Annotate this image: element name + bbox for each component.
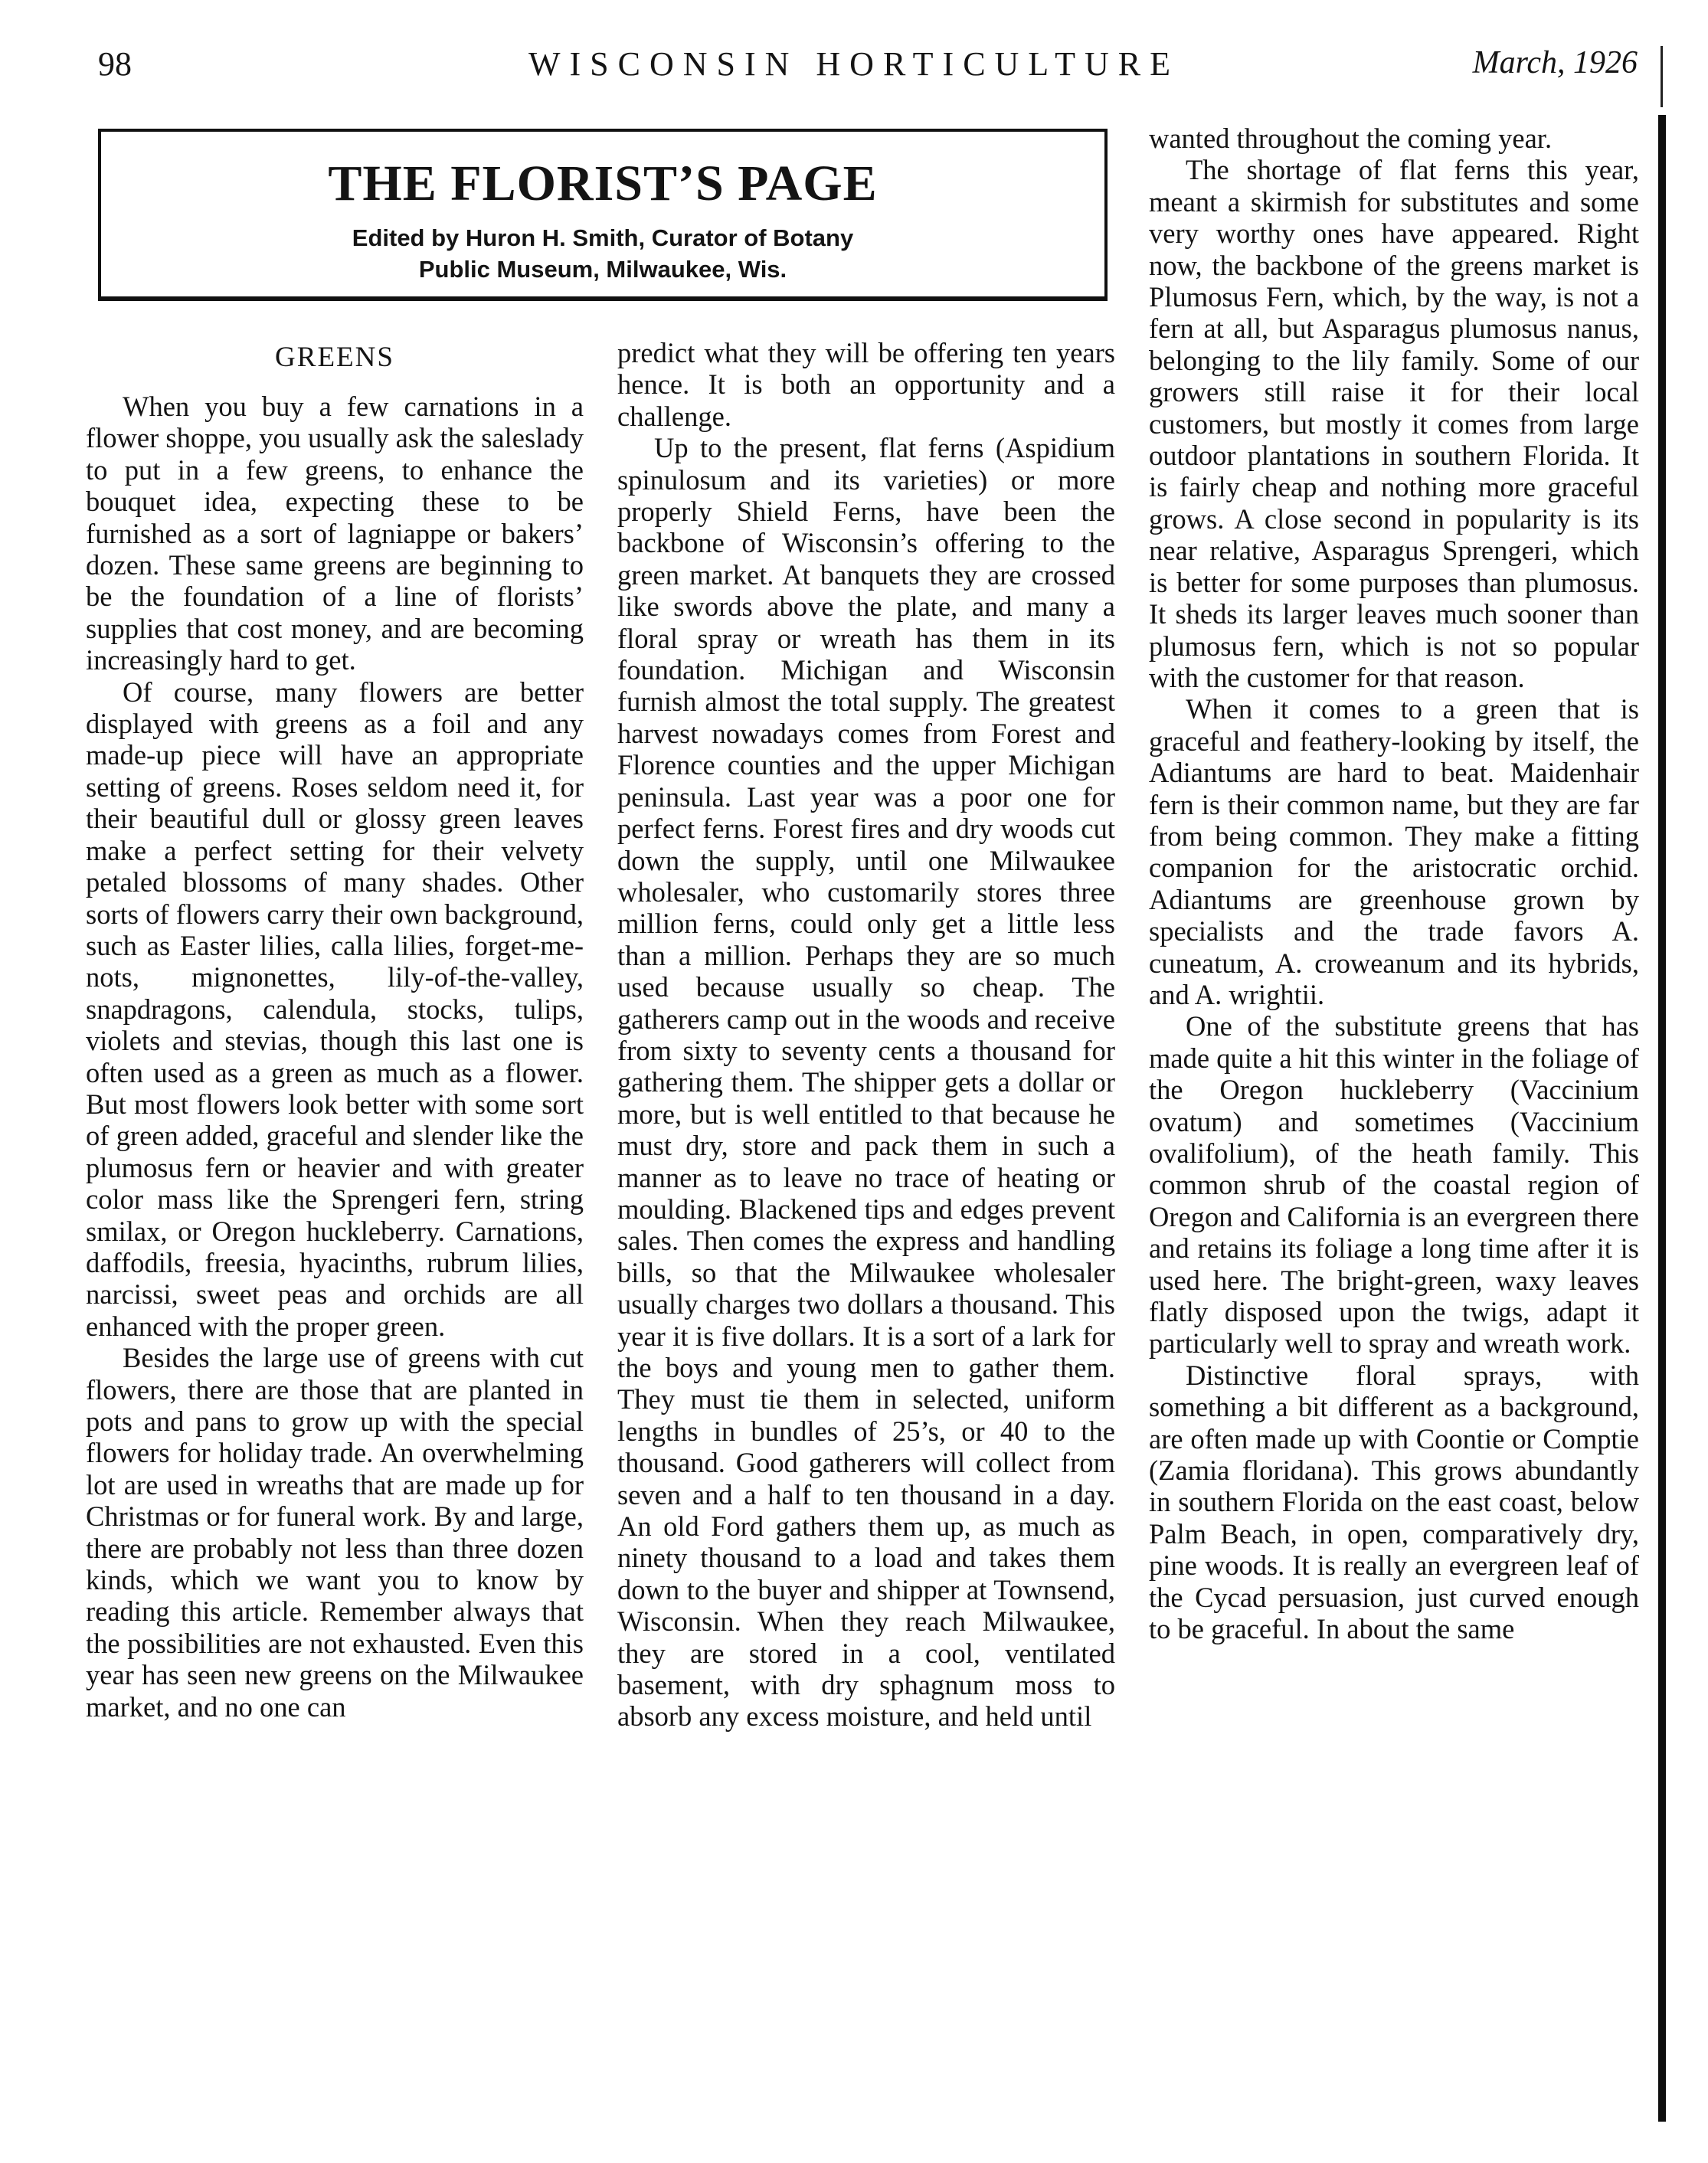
paragraph: One of the substitute greens that has made quite a hit this winter in the foliage of the Oregon huckleberry (Vaccinium ovatum) and sometimes (Vaccinium ovalifolium), of the heath family. This common shrub of the coastal region of Oregon and California is an evergreen there and retains its foliage a long time after it is used here. The bright-green, waxy leaves flatly disposed upon the twigs, adapt it particularly well to spray and wreath work. [1149, 1010, 1639, 1360]
margin-rule [1661, 46, 1663, 107]
editor-credit [101, 222, 1104, 285]
column-2 [617, 337, 1115, 1733]
paragraph: Of course, many flowers are better displayed with greens as a foil and any made-up piece will have an appropriate setting of greens. Roses seldom need it, for their beautiful dull or glossy green leaves make a perfect setting for their velvety petaled blossoms of many shades. Other sorts of flowers carry their own background, such as Easter lilies, calla lilies, forget-me-nots, mignonettes, lily-of-the-valley, snapdragons, calendula, stocks, tulips, violets and stevias, though this last one is often used as a green as much as a flower. But most flowers look better with some sort of green added, graceful and slender like the plumosus fern or heavier and with greater color mass like the Sprengeri fern, string smilax, or Oregon huckleberry. Carnations, daffodils, freesia, hyacinths, rubrum lilies, narcissi, sweet peas and orchids are all enhanced with the proper green. [86, 676, 584, 1342]
paragraph: Distinctive floral sprays, with something a bit different as a background, are often made up with Coontie or Comptie (Zamia floridana). This grows abundantly in southern Florida on the east coast, below Palm Beach, in open, comparatively dry, pine woods. It is really an evergreen leaf of the Cycad persuasion, just curved enough to be graceful. In about the same [1149, 1359, 1639, 1645]
page-title: THE FLORIST’S PAGE [328, 155, 878, 211]
paragraph: When it comes to a green that is graceful and feathery-looking by itself, the Adiantums are hard to beat. Maidenhair fern is their common name, but they are far from being common. They make a fitting companion for the aristocratic orchid. Adiantums are greenhouse grown by specialists and the trade favors A. cuneatum, A. croweanum and its hybrids, and A. wrightii. [1149, 693, 1639, 1010]
page-number: 98 [98, 45, 132, 83]
paragraph: The shortage of flat ferns this year, meant a skirmish for substitutes and some very worthy ones have appeared. Right now, the backbone of the greens market is Plumosus Fern, which, by the way, is not a fern at all, but Asparagus plumosus nanus, belonging to the lily family. Some of our growers still raise it for their local customers, but mostly it comes from large outdoor plantations in southern Florida. It is fairly cheap and nothing more graceful grows. A close second in popularity is its near relative, Asparagus Sprengeri, which is better for some purposes than plumosus. It sheds its larger leaves much sooner than plumosus fern, which is not so popular with the customer for that reason. [1149, 154, 1639, 693]
column-1 [86, 391, 584, 1723]
paragraph: Up to the present, flat ferns (Aspidium spinulosum and its varieties) or more properly Shield Ferns, have been the backbone of Wisconsin’s offering to the green market. At banquets they are crossed like swords above the plate, and many a floral spray or wreath has them in its foundation. Michigan and Wisconsin furnish almost the total supply. The greatest harvest nowadays comes from Forest and Florence counties and the upper Michigan peninsula. Last year was a poor one for perfect ferns. Forest fires and dry woods cut down the supply, until one Milwaukee wholesaler, who customarily stores three million ferns, could only get a little less than a million. Perhaps they are so much used because usually so cheap. The gatherers camp out in the woods and receive from sixty to seventy cents a thousand for gathering them. The shipper gets a dollar or more, but is well entitled to that because he must dry, store and pack them in such a manner as to leave no trace of heating or moulding. Blackened tips and edges prevent sales. Then comes the express and handling bills, so that the Milwaukee wholesaler usually charges two dollars a thousand. This year it is five dollars. It is a sort of a lark for the boys and young men to gather them. They must tie them in selected, uniform lengths in bundles of 25’s, or 40 to the thousand. Good gatherers will collect from seven and a half to ten thousand in a day. An old Ford gathers them up, as much as ninety thousand to a load and takes them down to the buyer and shipper at Townsend, Wisconsin. When they reach Milwaukee, they are stored in a cool, ventilated basement, with dry sphagnum moss to absorb any excess moisture, and held until [617, 432, 1115, 1733]
article-heading: GREENS [275, 342, 394, 373]
column-3 [1149, 123, 1639, 1645]
page-edge-shadow [1658, 115, 1666, 2122]
paragraph: When you buy a few carnations in a flower shoppe, you usually ask the saleslady to put in a few greens, to enhance the bouquet idea, expecting these to be furnished as a sort of lagniappe or bakers’ dozen. These same greens are beginning to be the foundation of a line of florists’ supplies that cost money, and are becoming increasingly hard to get. [86, 391, 584, 676]
paragraph: Besides the large use of greens with cut flowers, there are those that are planted in pots and pans to grow up with the special flowers for holiday trade. An overwhelming lot are used in wreaths that are made up for Christmas or for funeral work. By and large, there are probably not less than three dozen kinds, which we want you to know by reading this article. Remember always that the possibilities are not exhausted. Even this year has seen new greens on the Milwaukee market, and no one can [86, 1342, 584, 1723]
editor-line: Edited by Huron H. Smith, Curator of Botany [352, 224, 854, 251]
running-header [0, 44, 1708, 98]
issue-date: March, 1926 [1472, 45, 1638, 80]
paragraph-continued: predict what they will be offering ten years hence. It is both an opportunity and a challenge. [617, 337, 1115, 432]
affiliation-line: Public Museum, Milwaukee, Wis. [418, 256, 787, 283]
title-box [98, 129, 1108, 301]
publication-title: WISCONSIN HORTICULTURE [528, 45, 1180, 83]
paragraph-continued: wanted throughout the coming year. [1149, 123, 1553, 154]
